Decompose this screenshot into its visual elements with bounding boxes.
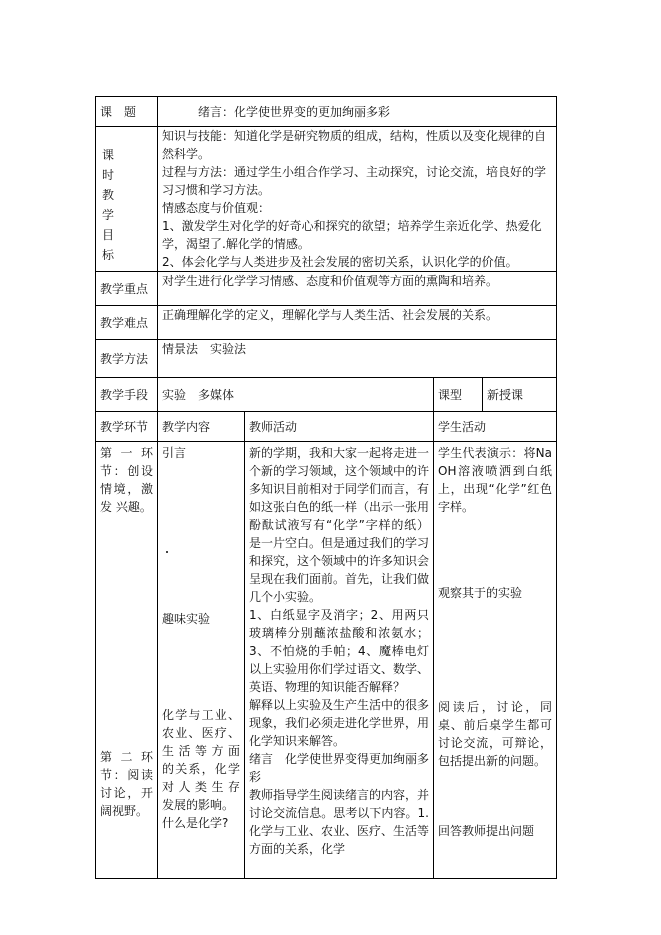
type-label: 课型: [434, 378, 483, 412]
key-point: 对学生进行化学学习情感、态度和价值观等方面的熏陶和培养。: [158, 272, 557, 306]
objective-attitude-1: 1、激发学生对化学的好奇心和探究的欲望；培养学生亲近化学、热爱化学，渴望了.解化学的情感。: [162, 219, 542, 251]
content-what-is-chemistry: 什么是化学?: [162, 816, 229, 830]
difficulty: 正确理解化学的定义，理解化学与人类生活、社会发展的关系。: [158, 306, 557, 340]
student-observe: 观察其于的实验: [438, 586, 523, 600]
topic-row: [96, 97, 557, 127]
teacher-title: 绪言 化学使世界变得更加绚丽多彩: [249, 752, 430, 784]
teacher-guide: 教师指导学生阅读绪言的内容，并讨论交流信息。思考以下内容。1.化学与工业、农业、医疗、生活等方面的关系，化学: [249, 788, 430, 856]
method-label: 教学方法: [96, 340, 158, 378]
objectives-row: [96, 127, 557, 272]
stray-dot: [166, 551, 168, 553]
means-label: 教学手段: [96, 378, 158, 412]
objective-attitude-2: 2、体会化学与人类进步及社会发展的密切关系，认识化学的价值。: [162, 255, 518, 269]
header-teacher: 教师活动: [245, 412, 434, 442]
topic-title: 绪言：化学使世界变的更加绚丽多彩: [158, 97, 557, 127]
teacher-column: [245, 442, 434, 879]
student-answer: 回答教师提出问题: [438, 824, 535, 838]
means-row: [96, 378, 557, 412]
teacher-explain: 解释以上实验及生产生活中的很多现象，我们必须走进化学世界，用化学知识来解答。: [249, 698, 430, 748]
key-point-label: 教学重点: [96, 272, 158, 306]
header-student: 学生活动: [434, 412, 557, 442]
process-header-row: [96, 412, 557, 442]
objectives-content: [158, 127, 557, 272]
objective-attitude-title: 情感态度与价值观：: [162, 201, 271, 215]
header-stage: 教学环节: [96, 412, 158, 442]
topic-label: 课 题: [96, 97, 158, 127]
stage-1: 第一环节：创设情境，激 发 兴趣。: [100, 446, 153, 514]
content-chemistry-relations: 化学与工业、农业、医疗、生 活 等 方 面的关系，化学对 人 类 生 存发展的影响。: [162, 708, 240, 812]
difficulty-label: 教学难点: [96, 306, 158, 340]
method: 情景法 实验法: [158, 340, 557, 378]
content-experiment: 趣味实验: [162, 612, 211, 626]
student-discuss: 阅读后，讨论，同桌、前后桌学生都可讨论交流，可辩论，包括提出新的问题。: [438, 700, 553, 768]
header-content: 教学内容: [158, 412, 245, 442]
key-point-row: [96, 272, 557, 306]
means: 实验 多媒体: [158, 378, 434, 412]
student-column: [434, 442, 557, 879]
process-body-row: [96, 442, 557, 879]
objective-process: 过程与方法：通过学生小组合作学习、主动探究，讨论交流，培良好的学习习惯和学习方法。: [162, 165, 547, 197]
content-intro: 引言: [162, 446, 187, 460]
stage-column: [96, 442, 158, 879]
method-row: [96, 340, 557, 378]
lesson-plan-table: [95, 96, 557, 879]
teacher-experiments: 1、白纸显字及消字；2、用两只玻璃棒分别蘸浓盐酸和浓氨水；3、不怕烧的手帕；4、魔棒电灯以上实验用你们学过语文、数学、英语、物理的知识能否解释？: [249, 608, 430, 694]
objective-knowledge: 知识与技能：知道化学是研究物质的组成，结构，性质以及变化规律的自然科学。: [162, 129, 547, 161]
difficulty-row: [96, 306, 557, 340]
student-demo: 学生代表演示：将NaOH溶液喷洒到白纸上，出现“化学”红色字样。: [438, 446, 553, 514]
content-column: [158, 442, 245, 879]
objectives-label: 课 时 教 学 目 标: [96, 127, 158, 272]
stage-2: 第二环节：阅读讨论，开阔视野。: [100, 750, 153, 818]
teacher-intro: 新的学期，我和大家一起将走进一个新的学习领域，这个领域中的许多知识目前相对于同学们而言，有如这张白色的纸一样（出示一张用酚酞试液写有“化学”字样的纸）是一片空白。但是通过我们的学习和探究，这个领域中的许多知识会呈现在我们面前。首先，让我们做几个小实验。: [249, 446, 430, 604]
type: 新授课: [483, 378, 557, 412]
